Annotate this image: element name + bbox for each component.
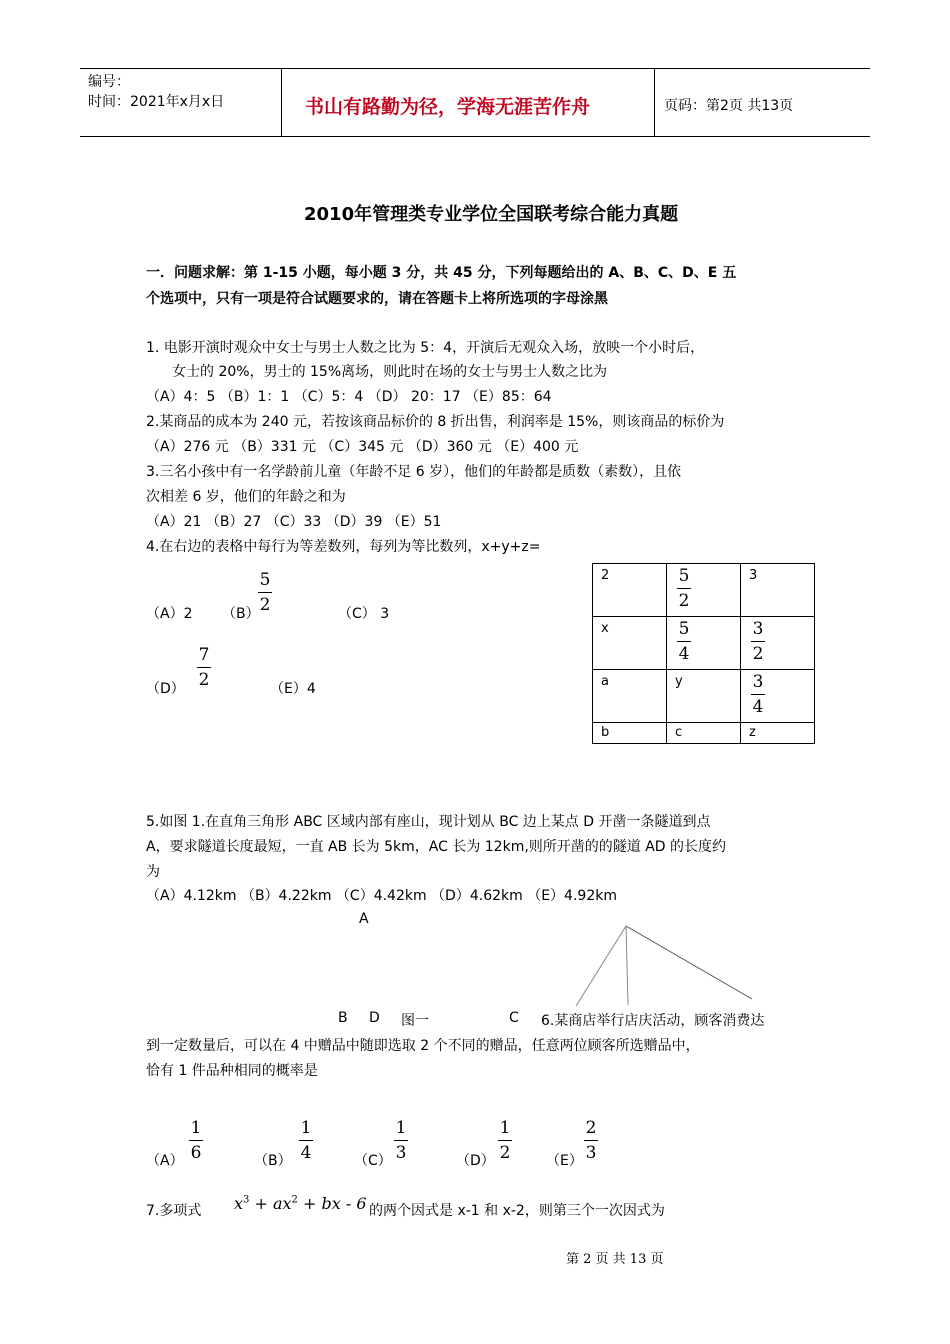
figure-label-c: C (509, 1010, 519, 1026)
fraction-denominator: 4 (300, 1143, 312, 1163)
tunnel-line-ad (626, 926, 628, 1005)
q6-line2: 到一定数量后，可以在 4 中赠品中随即选取 2 个不同的赠品，任意两位顾客所选赠品中， (146, 1038, 700, 1054)
q3-line2: 次相差 6 岁，他们的年龄之和为 (146, 489, 346, 505)
fraction-numerator: 1 (300, 1118, 312, 1138)
q1-line1: 1. 电影开演时观众中女士与男士人数之比为 5：4，开演后无观众入场，放映一个小时后， (146, 340, 705, 356)
q5-line1: 5.如图 1.在直角三角形 ABC 区域内部有座山，现计划从 BC 边上某点 D 开凿一条隧道到点 (146, 814, 711, 830)
fraction-denominator: 2 (198, 670, 210, 690)
table-cell: b (593, 723, 667, 744)
section-heading-line1: 一．问题求解：第 1-15 小题，每小题 3 分，共 45 分，下列每题给出的 A、B、C、D、E 五 (146, 265, 737, 281)
table-cell: y (667, 670, 741, 723)
table-cell: z (741, 723, 815, 744)
q6-option-c: （C） (354, 1153, 392, 1169)
fraction-numerator: 1 (190, 1118, 202, 1138)
q1-line2: 女士的 20%，男士的 15%离场，则此时在场的女士与男士人数之比为 (172, 364, 608, 380)
page-title: 2010年管理类专业学位全国联考综合能力真题 (304, 204, 679, 225)
poly-exp3: 3 (243, 1194, 250, 1206)
table-row (593, 723, 815, 744)
q6-option-e: （E） (546, 1153, 583, 1169)
q4-option-a: （A）2 (146, 606, 193, 622)
page-footer: 第 2 页 共 13 页 (566, 1252, 664, 1267)
table-row (593, 564, 815, 617)
table-cell: c (667, 723, 741, 744)
table-row (593, 617, 815, 670)
table-cell: 3 (741, 564, 815, 617)
q5-line2: A，要求隧道长度最短，一直 AB 长为 5km，AC 长为 12km,则所开凿的的隧道 AD 的长度约 (146, 839, 727, 855)
q4-option-b: （B） (222, 606, 260, 622)
header-number-label: 编号： (88, 74, 130, 90)
fraction-numerator: 5 (259, 570, 271, 590)
header-time-label: 时间：2021年x月x日 (88, 94, 225, 110)
figure-label-b: B (338, 1010, 348, 1026)
fraction-denominator: 2 (499, 1143, 511, 1163)
table-row (593, 670, 815, 723)
figure-caption: 图一 (401, 1013, 429, 1029)
cell-fraction (751, 619, 765, 664)
q2-options: （A）276 元 （B）331 元 （C）345 元 （D）360 元 （E）400 元 (146, 439, 579, 455)
table-cell: x (593, 617, 667, 670)
q6-option-a: （A） (146, 1153, 184, 1169)
q7-suffix: 的两个因式是 x-1 和 x-2，则第三个一次因式为 (369, 1203, 665, 1219)
fraction-denominator: 3 (585, 1143, 597, 1163)
q5-line3: 为 (146, 864, 160, 880)
fraction-denominator: 3 (395, 1143, 407, 1163)
q6-option-b: （B） (254, 1153, 292, 1169)
fraction-bar (498, 1140, 512, 1141)
q1-options: （A）4：5 （B）1：1 （C）5：4 （D） 20：17 （E）85：64 (146, 389, 552, 405)
q4-option-d: （D） (146, 681, 185, 697)
fraction-bar (258, 592, 272, 593)
header-bottom-border (80, 136, 870, 137)
fraction-denominator: 4 (752, 697, 764, 717)
q2-line1: 2.某商品的成本为 240 元，若按该商品标价的 8 折出售，利润率是 15%，则该商品的标价为 (146, 414, 725, 430)
fraction-bar (677, 588, 691, 589)
table-cell (667, 564, 741, 617)
q4-number-table (592, 563, 815, 744)
fraction-numerator: 5 (678, 619, 690, 639)
fraction-denominator: 4 (678, 644, 690, 664)
q4-option-b-fraction (258, 570, 272, 615)
fraction-bar (751, 694, 765, 695)
cell-fraction (677, 566, 691, 611)
poly-rest: + bx - 6 (297, 1194, 367, 1213)
table-cell: 2 (593, 564, 667, 617)
cell-fraction (677, 619, 691, 664)
header-top-border (80, 68, 870, 69)
header-divider-2 (654, 68, 655, 136)
fraction-numerator: 1 (395, 1118, 407, 1138)
figure-label-a: A (359, 911, 369, 927)
q6-option-b-fraction (299, 1118, 313, 1163)
q4-option-c: （C） 3 (338, 606, 390, 622)
poly-exp2: 2 (291, 1194, 298, 1206)
triangle-side-ab (576, 926, 626, 1006)
fraction-numerator: 7 (198, 645, 210, 665)
fraction-bar (584, 1140, 598, 1141)
fraction-denominator: 2 (752, 644, 764, 664)
table-cell (741, 670, 815, 723)
q6-line1: 6.某商店举行店庆活动，顾客消费达 (541, 1013, 765, 1029)
q4-option-e: （E）4 (270, 681, 316, 697)
fraction-numerator: 3 (752, 619, 764, 639)
fraction-denominator: 2 (678, 591, 690, 611)
table-cell (741, 617, 815, 670)
fraction-bar (394, 1140, 408, 1141)
q6-option-e-fraction (584, 1118, 598, 1163)
q7-prefix: 7.多项式 (146, 1203, 202, 1219)
table-cell (667, 617, 741, 670)
header-motto: 书山有路勤为径，学海无涯苦作舟 (305, 96, 591, 118)
fraction-bar (751, 641, 765, 642)
cell-fraction (751, 672, 765, 717)
q6-line3: 恰有 1 件品种相同的概率是 (146, 1063, 318, 1079)
q4-line1: 4.在右边的表格中每行为等差数列，每列为等比数列，x+y+z= (146, 539, 541, 555)
fraction-denominator: 2 (259, 595, 271, 615)
section-heading-line2: 个选项中，只有一项是符合试题要求的，请在答题卡上将所选项的字母涂黑 (146, 291, 608, 307)
fraction-numerator: 3 (752, 672, 764, 692)
q4-option-d-fraction (197, 645, 211, 690)
poly-x: x (234, 1194, 244, 1213)
header-divider-1 (281, 68, 282, 136)
q6-option-a-fraction (189, 1118, 203, 1163)
header-page-info: 页码：第2页 共13页 (664, 98, 794, 114)
table-cell: a (593, 670, 667, 723)
fraction-numerator: 5 (678, 566, 690, 586)
q6-option-d: （D） (456, 1153, 495, 1169)
fraction-bar (299, 1140, 313, 1141)
fraction-denominator: 6 (190, 1143, 202, 1163)
q3-line1: 3.三名小孩中有一名学龄前儿童（年龄不足 6 岁），他们的年龄都是质数（素数），且依 (146, 464, 682, 480)
fraction-numerator: 1 (499, 1118, 511, 1138)
fraction-bar (677, 641, 691, 642)
q5-options: （A）4.12km （B）4.22km （C）4.42km （D）4.62km （E）4.92km (146, 888, 617, 904)
q6-option-d-fraction (498, 1118, 512, 1163)
q6-option-c-fraction (394, 1118, 408, 1163)
triangle-figure (570, 920, 760, 1010)
fraction-bar (189, 1140, 203, 1141)
fraction-numerator: 2 (585, 1118, 597, 1138)
poly-ax: + ax (249, 1194, 292, 1213)
q7-polynomial (234, 1194, 367, 1213)
q3-options: （A）21 （B）27 （C）33 （D）39 （E）51 (146, 514, 442, 530)
triangle-side-ac (626, 926, 752, 999)
figure-label-d: D (369, 1010, 380, 1026)
fraction-bar (197, 667, 211, 668)
